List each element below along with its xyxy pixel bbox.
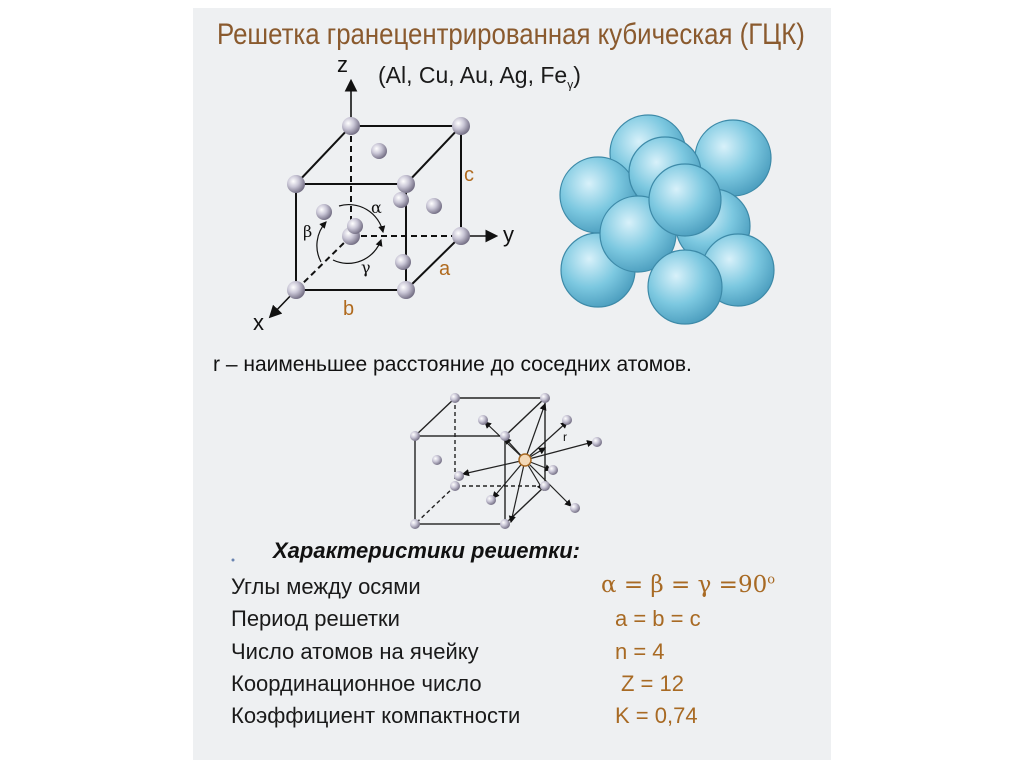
edge-a-label: a [439,258,451,280]
r-distance-label: r [563,430,567,444]
char-row-label: Коэффициент компактности [231,703,521,728]
char-row-value-sup: o [767,572,776,588]
angle-beta-label: β [303,222,313,241]
slide [193,8,831,760]
element-list-main: (Al, Cu, Au, Ag, Fe [378,62,568,88]
element-list-close: ) [573,62,581,88]
char-row-value [601,572,775,598]
edge-b-label: b [343,298,355,320]
sphere-packing-illustration [560,115,774,324]
char-row-value: Z = 12 [621,671,684,696]
axis-y-label: y [503,222,514,247]
char-row-label: Число атомов на ячейку [231,639,479,664]
char-row-value: n = 4 [615,639,665,664]
char-row-value: K = 0,74 [615,703,698,728]
char-row-label: Период решетки [231,606,400,631]
characteristics-heading: Характеристики решетки: [273,538,581,563]
element-list-subscript: γ [567,77,574,92]
char-row-label: Углы между осями [231,574,421,599]
nearest-distance-note: r – наименьшее расстояние до соседних атомов. [213,353,692,376]
angle-gamma-label: γ [361,258,371,277]
char-row-value-text: α = β = γ =90 [601,572,768,598]
axis-z-label: z [337,52,348,77]
char-row-value: a = b = c [615,606,701,631]
axis-x-label: x [253,310,264,335]
decor-dot [232,559,235,562]
angle-alpha-label: α [371,198,382,217]
slide-title: Решетка гранецентрированная кубическая (ГЦК) [217,18,805,51]
edge-c-label: c [464,164,474,186]
char-row-label: Координационное число [231,671,482,696]
